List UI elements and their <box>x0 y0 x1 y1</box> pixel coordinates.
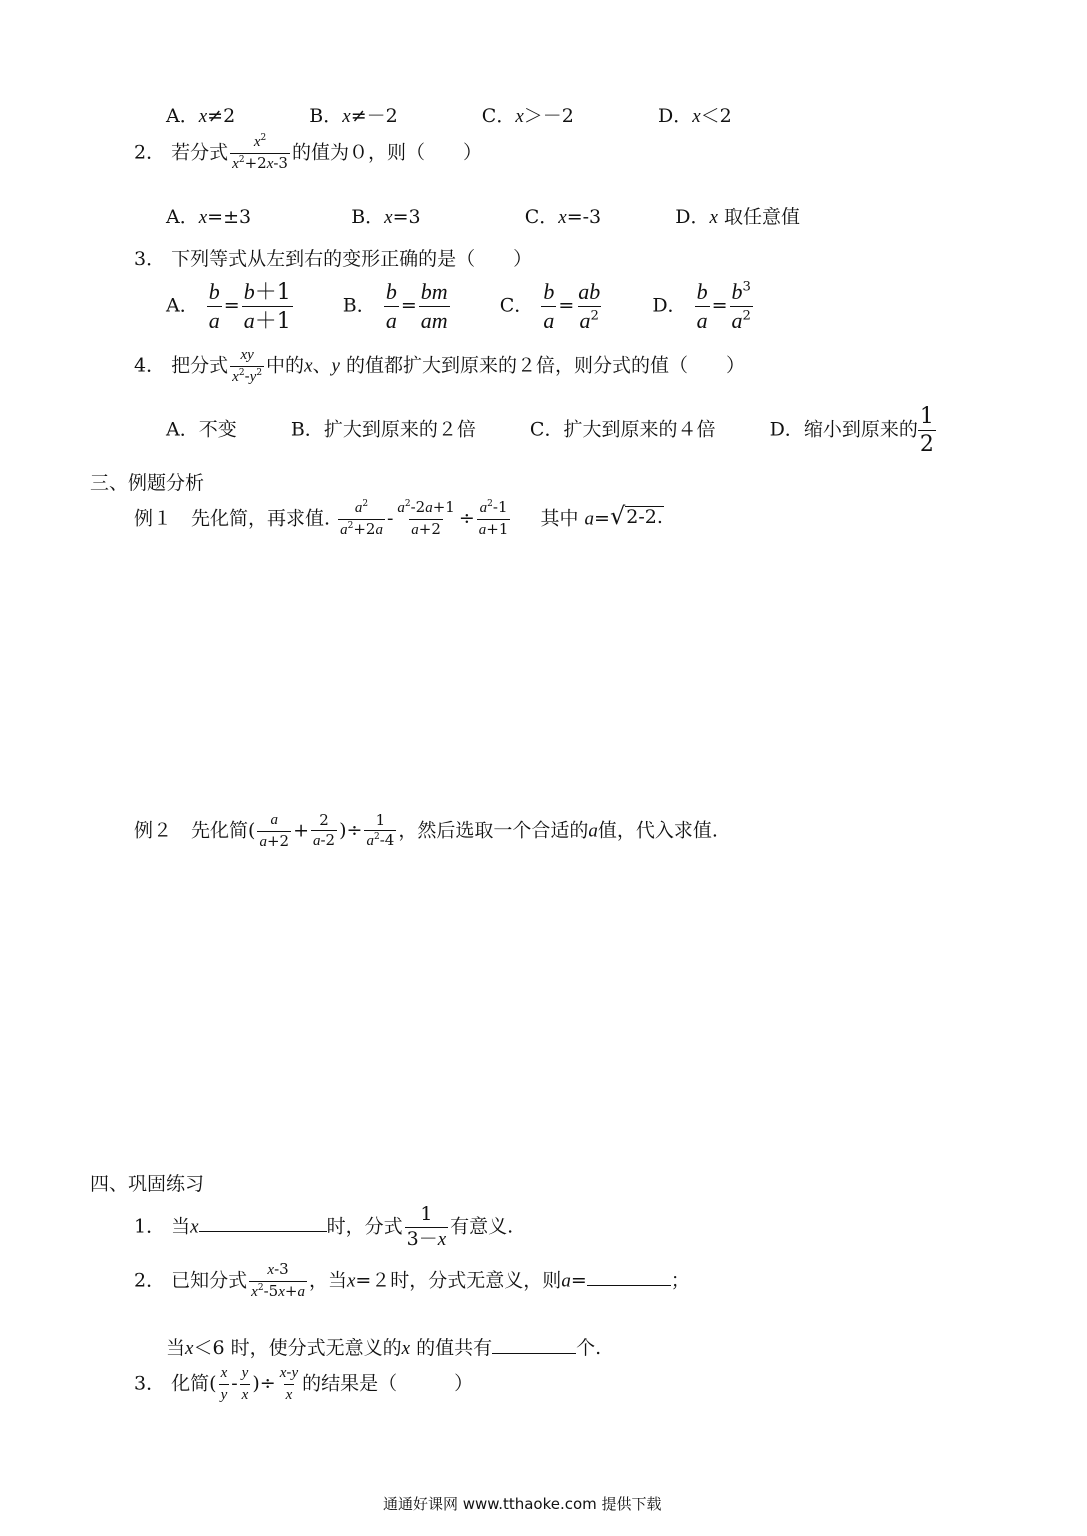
q3-options: A． $\frac{b}{a}$ = $\frac{b+1}{a+1}$ B． $\frac{b}{a}$ = $\frac{bm}{am}$ C． $\frac{b}{a}$ = $\frac{ab}{a^2}$ D． $\frac{b}{a}$ = $\frac{b^3}{a^2}$ <box>166 279 751 335</box>
practice-2: 2． 已知分式 $\frac{x-3}{x^2-5x+a}$ ，当x=２时，分式无意义，则a= ； <box>134 1260 690 1300</box>
practice-2-line-2: 当x＜6 时，使分式无意义的x 的值共有 个. <box>166 1337 602 1359</box>
option-label: D． <box>657 105 693 127</box>
section-4-heading: 四、巩固练习 <box>90 1173 205 1195</box>
practice-3: 3． 化简( $\frac{x}{y}$ - $\frac{y}{x}$ )÷ $\frac{x-y}{x}$ 的结果是（ ） <box>134 1363 474 1403</box>
question-4: 4． 把分式 $\frac{xy}{x^2-y^2}$ 中的x、y 的值都扩大到原来的２倍，则分式的值（ ） <box>134 347 745 385</box>
footer-source: 通通好课网 www.tthaoke.com 提供下载 <box>383 1495 662 1513</box>
section-3-heading: 三、例题分析 <box>90 472 205 494</box>
option-label: B． <box>309 105 343 127</box>
option-text: ＞－2 <box>523 105 574 127</box>
example-2: 例２ 先化简( $\frac{a}{a+2}$ + $\frac{2}{a-2}$ )÷ $\frac{1}{a^2-4}$ ，然后选取一个合适的a值，代入求值. <box>134 810 718 850</box>
practice-1: 1． 当x 时，分式 $\frac{1}{3-x}$ 有意义. <box>134 1203 514 1250</box>
answer-blank[interactable] <box>492 1335 576 1354</box>
question-2: 2． 若分式 $\frac{x^2}{x^2+2x-3}$ 的值为０，则（ ） <box>134 133 482 172</box>
example-1: 例１ 先化简，再求值. $\frac{a^2}{a^2+2a}$ - $\frac{a^2-2a+1}{a+2}$ ÷ $\frac{a^2-1}{a+1}$ 其中 a= √ 2-2. <box>134 498 663 538</box>
option-label: C． <box>481 105 516 127</box>
question-3: 3． 下列等式从左到右的变形正确的是（ ） <box>134 248 533 270</box>
q1-options: A．x≠2 B．x≠－2 C．x＞－2 D．x＜2 <box>166 105 732 127</box>
option-text: ≠－2 <box>350 105 398 127</box>
answer-blank[interactable] <box>199 1213 327 1232</box>
answer-blank[interactable] <box>587 1267 671 1286</box>
option-label: A． <box>166 105 199 127</box>
fraction: $\frac{x^2}{x^2+2x-3}$ <box>232 133 288 172</box>
q4-options: A．不变 B．扩大到原来的２倍 C．扩大到原来的４倍 D．缩小到原来的 $\frac{1}{2}$ <box>166 404 934 458</box>
q2-options: A．x=±3 B．x=3 C．x=-3 D．x 取任意值 <box>166 206 800 228</box>
option-text: ≠2 <box>207 105 236 127</box>
option-text: ＜2 <box>700 105 732 127</box>
